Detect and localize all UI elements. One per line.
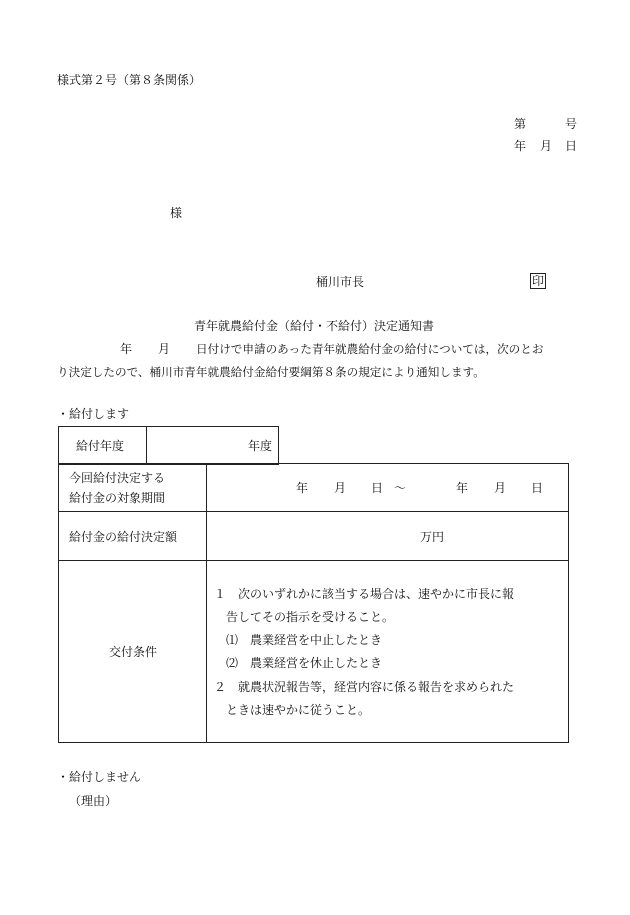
seal-mark bbox=[530, 273, 546, 289]
period-end-month: 月 bbox=[494, 481, 507, 495]
condition-line-1: １ 次のいずれかに該当する場合は、速やかに市長に報 bbox=[214, 587, 515, 601]
seal-text: 印 bbox=[532, 274, 545, 288]
date-day: 日 bbox=[565, 139, 578, 153]
condition-line-2: 告してその指示を受けること。 bbox=[214, 610, 395, 624]
no-grant-heading: ・給付しません bbox=[57, 770, 142, 784]
addressee-suffix: 様 bbox=[170, 206, 183, 220]
amount-label: 給付金の給付決定額 bbox=[69, 530, 178, 544]
condition-line-5: ２ 就農状況報告等，経営内容に係る報告を求められた bbox=[214, 680, 515, 694]
body-line-1: 日付けで申請のあった青年就農給付金の給付については，次のとお bbox=[196, 342, 544, 356]
grant-table-row-divider-2 bbox=[58, 560, 568, 561]
body-line-2: り決定したので、桶川市青年就農給付金給付要綱第８条の規定により通知します。 bbox=[57, 365, 485, 379]
condition-line-6: ときは速やかに従うこと。 bbox=[214, 703, 371, 717]
condition-line-4: ⑵ 農業経営を休止したとき bbox=[214, 656, 383, 670]
period-end-day: 日 bbox=[531, 481, 544, 495]
period-label-line-2: 給付金の対象期間 bbox=[69, 491, 166, 505]
grant-table-row-divider-1 bbox=[58, 511, 568, 512]
issuer-name: 桶川市長 bbox=[316, 275, 365, 289]
form-id: 様式第２号（第８条関係） bbox=[57, 73, 202, 87]
body-year: 年 bbox=[120, 342, 133, 356]
date-year: 年 bbox=[514, 139, 527, 153]
amount-unit: 万円 bbox=[420, 530, 445, 544]
fiscal-year-unit: 年度 bbox=[248, 439, 273, 453]
period-start-day: 日 bbox=[371, 481, 384, 495]
grant-table-column-divider bbox=[206, 463, 207, 742]
period-start-year: 年 bbox=[296, 481, 309, 495]
grant-heading: ・給付します bbox=[57, 407, 130, 421]
no-grant-reason: （理由） bbox=[69, 794, 118, 808]
conditions-label: 交付条件 bbox=[109, 645, 158, 659]
period-end-year: 年 bbox=[456, 481, 469, 495]
period-start-month: 月 bbox=[334, 481, 347, 495]
date-month: 月 bbox=[540, 139, 553, 153]
body-month: 月 bbox=[158, 342, 171, 356]
fiscal-year-label: 給付年度 bbox=[76, 439, 125, 453]
period-tilde: ～ bbox=[394, 481, 407, 495]
document-title: 青年就農給付金（給付・不給付）決定通知書 bbox=[194, 319, 435, 333]
doc-number-dai: 第 bbox=[514, 117, 527, 131]
period-label-line-1: 今回給付決定する bbox=[69, 471, 166, 485]
fiscal-year-divider bbox=[146, 426, 147, 464]
doc-number-go: 号 bbox=[565, 117, 578, 131]
condition-line-3: ⑴ 農業経営を中止したとき bbox=[214, 633, 383, 647]
